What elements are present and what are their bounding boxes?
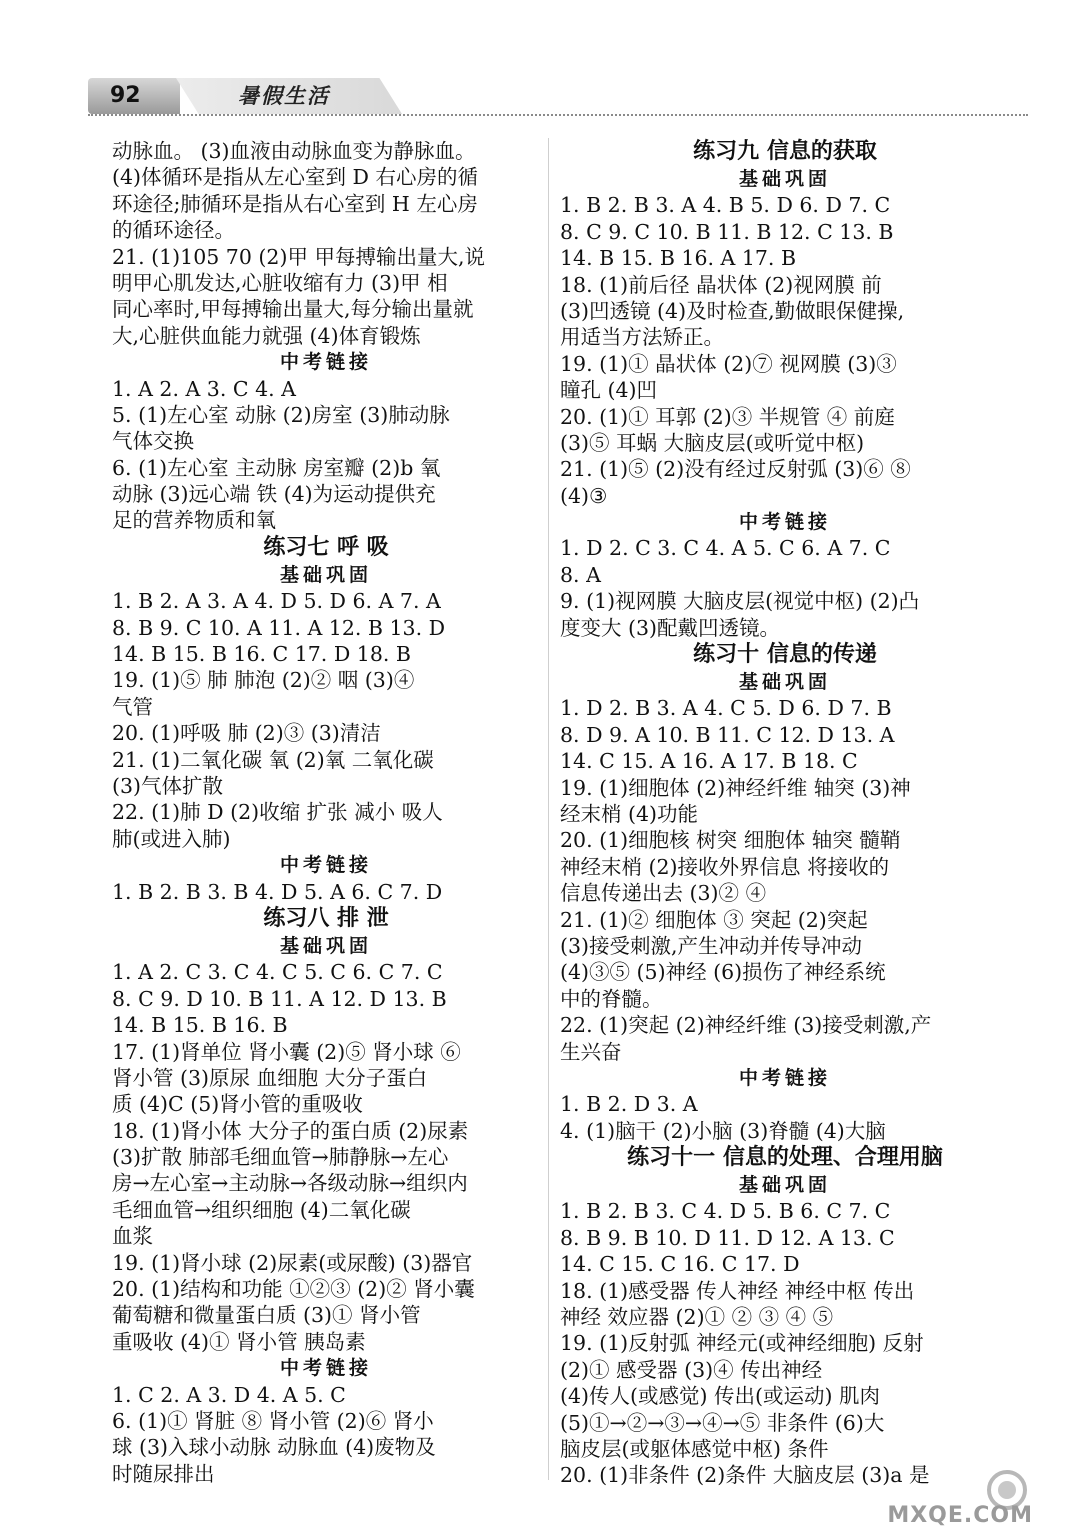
answer-line: 度变大 (3)配戴凹透镜。: [560, 615, 781, 640]
answer-line: 1. D 2. B 3. A 4. C 5. D 6. D 7. B: [560, 696, 892, 721]
answer-line: 21. (1)105 70 (2)甲 甲每搏输出量大,说: [112, 244, 485, 269]
answer-line: 脑皮层(或躯体感觉中枢) 条件: [560, 1436, 829, 1461]
answer-line: 1. B 2. A 3. A 4. D 5. D 6. A 7. A: [112, 589, 441, 614]
answer-line: 6. (1)左心室 主动脉 房室瓣 (2)b 氧: [112, 455, 441, 480]
answer-line: 大,心脏供血能力就强 (4)体育锻炼: [112, 323, 421, 348]
answer-line: 气管: [112, 694, 153, 719]
answer-line: 19. (1)① 晶状体 (2)⑦ 视网膜 (3)③: [560, 351, 897, 376]
answer-line: 8. C 9. D 10. B 11. A 12. D 13. B: [112, 986, 447, 1011]
answer-line: 19. (1)肾小球 (2)尿素(或尿酸) (3)器官: [112, 1250, 473, 1275]
answer-line: 动脉 (3)远心端 铁 (4)为运动提供充: [112, 482, 436, 507]
section-title: 练习九 信息的获取: [693, 139, 877, 164]
answer-line: 21. (1)⑤ (2)没有经过反射弧 (3)⑥ ⑧: [560, 457, 911, 482]
subsection-title: 基础巩固: [738, 671, 831, 694]
answer-line: 1. A 2. C 3. C 4. C 5. C 6. C 7. C: [112, 960, 443, 985]
page-number: 92: [88, 78, 180, 114]
answer-line: (2)① 感受器 (3)④ 传出神经: [560, 1357, 823, 1382]
answer-line: 经末梢 (4)功能: [560, 801, 699, 826]
answer-line: (3)接受刺激,产生冲动并传导冲动: [560, 933, 863, 958]
answer-line: 19. (1)细胞体 (2)神经纤维 轴突 (3)神: [560, 775, 911, 800]
subsection-title: 中考链接: [738, 1066, 831, 1089]
answer-line: 的循环途径。: [112, 218, 235, 243]
answer-line: 8. C 9. C 10. B 11. B 12. C 13. B: [560, 219, 894, 244]
answer-line: 20. (1)非条件 (2)条件 大脑皮层 (3)a 是: [560, 1463, 930, 1488]
subsection-title: 基础巩固: [738, 168, 831, 190]
answer-line: 22. (1)肺 D (2)收缩 扩张 减小 吸人: [112, 800, 443, 825]
subsection-title: 中考链接: [279, 1357, 372, 1380]
answer-line: 8. A: [560, 562, 601, 587]
answer-line: 17. (1)肾单位 肾小囊 (2)⑤ 肾小球 ⑥: [112, 1039, 461, 1064]
answer-line: 14. C 15. A 16. A 17. B 18. C: [560, 749, 858, 774]
subsection-title: 中考链接: [279, 854, 372, 877]
answer-line: 20. (1)呼吸 肺 (2)③ (3)清洁: [112, 721, 381, 746]
subsection-title: 中考链接: [279, 351, 372, 374]
answer-line: 质 (4)C (5)肾小管的重吸收: [112, 1092, 363, 1117]
answer-line: 5. (1)左心室 动脉 (2)房室 (3)肺动脉: [112, 402, 450, 427]
answer-line: 时随尿排出: [112, 1461, 215, 1486]
answer-line: 神经末梢 (2)接收外界信息 将接收的: [560, 854, 890, 879]
answer-line: 气体交换: [112, 429, 194, 454]
answer-line: 22. (1)突起 (2)神经纤维 (3)接受刺激,产: [560, 1013, 932, 1038]
answer-line: 14. B 15. B 16. B: [112, 1013, 288, 1038]
answer-line: (3)凹透镜 (4)及时检查,勤做眼保健操,: [560, 298, 905, 323]
answer-line: 1. B 2. B 3. A 4. B 5. D 6. D 7. C: [560, 193, 891, 218]
running-title: 暑假生活: [238, 83, 330, 108]
answer-line: 神经 效应器 (2)① ② ③ ④ ⑤: [560, 1305, 834, 1330]
section-title: 练习十 信息的传递: [693, 642, 877, 668]
answer-line: (4)③: [560, 483, 608, 508]
answer-line: 1. B 2. B 3. C 4. D 5. B 6. C 7. C: [560, 1199, 891, 1224]
left-column: [112, 138, 540, 1487]
subsection-title: 基础巩固: [279, 934, 372, 957]
answer-line: 1. A 2. A 3. C 4. A: [112, 376, 296, 401]
answer-line: (4)体循环是指从左心室到 D 右心房的循: [112, 165, 479, 190]
answer-line: (3)⑤ 耳蜗 大脑皮层(或听觉中枢): [560, 430, 865, 455]
answer-line: 肺(或进入肺): [112, 826, 231, 851]
answer-line: 14. B 15. B 16. A 17. B: [560, 246, 797, 271]
answer-line: 用适当方法矫正。: [560, 325, 724, 350]
answer-line: 8. D 9. A 10. B 11. C 12. D 13. A: [560, 722, 895, 747]
answer-line: 同心率时,甲每搏输出量大,每分输出量就: [112, 297, 474, 322]
answer-line: 明甲心肌发达,心脏收缩有力 (3)甲 相: [112, 270, 448, 295]
answer-line: 足的营养物质和氧: [112, 508, 276, 533]
answer-line: 18. (1)前后径 晶状体 (2)视网膜 前: [560, 272, 882, 297]
subsection-title: 中考链接: [738, 511, 831, 534]
column-divider: [548, 138, 549, 1480]
answer-line: 动脉血。 (3)血液由动脉血变为静脉血。: [112, 139, 476, 163]
answer-line: 20. (1)结构和功能 ①②③ (2)② 肾小囊: [112, 1277, 475, 1302]
answer-line: 毛细血管→组织细胞 (4)二氧化碳: [112, 1197, 411, 1222]
answer-line: 生兴奋: [560, 1039, 622, 1064]
answer-line: 8. B 9. B 10. D 11. D 12. A 13. C: [560, 1225, 895, 1250]
answer-line: 瞳孔 (4)凹: [560, 378, 658, 403]
answer-line: 中的脊髓。: [560, 986, 663, 1011]
answer-line: 信息传递出去 (3)② ④: [560, 881, 767, 906]
answer-line: 14. B 15. B 16. C 17. D 18. B: [112, 642, 411, 667]
answer-line: 8. B 9. C 10. A 11. A 12. B 13. D: [112, 615, 446, 640]
answer-line: 环途径;肺循环是指从右心室到 H 左心房: [112, 191, 478, 216]
answer-line: 1. D 2. C 3. C 4. A 5. C 6. A 7. C: [560, 536, 891, 561]
answer-line: (4)传人(或感觉) 传出(或运动) 肌肉: [560, 1384, 881, 1409]
answer-line: (4)③⑤ (5)神经 (6)损伤了神经系统: [560, 960, 886, 985]
section-title: 练习八 排 泄: [263, 905, 389, 931]
answer-line: 房→左心室→主动脉→各级动脉→组织内: [112, 1171, 468, 1196]
answer-line: 1. C 2. A 3. D 4. A 5. C: [112, 1382, 346, 1407]
answer-line: 球 (3)入球小动脉 动脉血 (4)废物及: [112, 1435, 436, 1460]
answer-line: 血浆: [112, 1224, 153, 1249]
answer-line: 葡萄糖和微量蛋白质 (3)① 肾小管: [112, 1303, 421, 1328]
answer-line: 4. (1)脑干 (2)小脑 (3)脊髓 (4)大脑: [560, 1118, 886, 1143]
answer-line: 21. (1)二氧化碳 氧 (2)氧 二氧化碳: [112, 747, 434, 772]
answer-line: 14. C 15. C 16. C 17. D: [560, 1252, 800, 1277]
answer-line: 19. (1)⑤ 肺 肺泡 (2)② 咽 (3)④: [112, 668, 415, 693]
section-title: 练习七 呼 吸: [263, 534, 389, 560]
subsection-title: 基础巩固: [738, 1174, 831, 1197]
answer-line: 18. (1)肾小体 大分子的蛋白质 (2)尿素: [112, 1118, 469, 1143]
section-title: 练习十一 信息的处理、合理用脑: [627, 1145, 943, 1171]
answer-line: 9. (1)视网膜 大脑皮层(视觉中枢) (2)凸: [560, 589, 920, 614]
answer-line: 20. (1)① 耳郭 (2)③ 半规管 ④ 前庭: [560, 404, 895, 429]
answer-line: 1. B 2. D 3. A: [560, 1092, 698, 1117]
answer-line: 20. (1)细胞核 树突 细胞体 轴突 髓鞘: [560, 828, 901, 853]
answer-line: 1. B 2. B 3. B 4. D 5. A 6. C 7. D: [112, 879, 443, 904]
answer-line: (3)气体扩散: [112, 773, 224, 798]
answer-line: 肾小管 (3)原尿 血细胞 大分子蛋白: [112, 1065, 428, 1090]
answer-line: (5)①→②→③→④→⑤ 非条件 (6)大: [560, 1410, 885, 1435]
answer-line: 21. (1)② 细胞体 ③ 突起 (2)突起: [560, 907, 868, 932]
watermark-text: MXQE.COM: [887, 1503, 1033, 1528]
answer-line: 18. (1)感受器 传人神经 神经中枢 传出: [560, 1278, 915, 1303]
answer-line: 19. (1)反射弧 神经元(或神经细胞) 反射: [560, 1331, 924, 1356]
answer-line: 6. (1)① 肾脏 ⑧ 肾小管 (2)⑥ 肾小: [112, 1408, 434, 1433]
header-rule: [88, 114, 1028, 116]
answer-line: 重吸收 (4)① 肾小管 胰岛素: [112, 1329, 366, 1354]
right-column: [560, 138, 1010, 1489]
page-header: [0, 0, 1069, 118]
answer-line: (3)扩散 肺部毛细血管→肺静脉→左心: [112, 1145, 449, 1170]
subsection-title: 基础巩固: [279, 563, 372, 586]
